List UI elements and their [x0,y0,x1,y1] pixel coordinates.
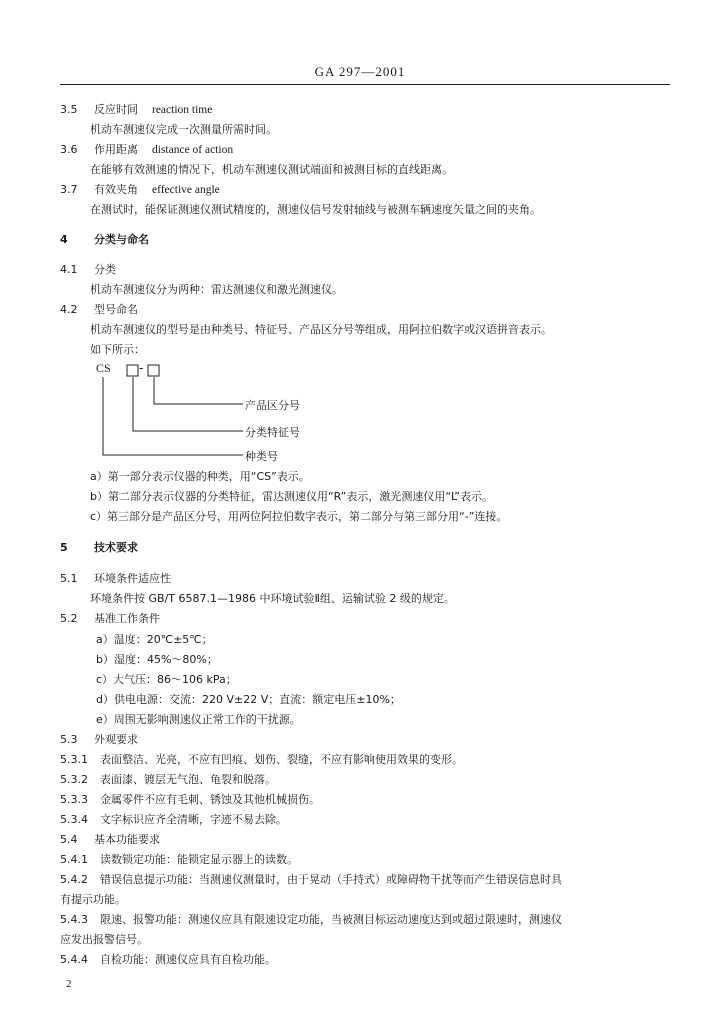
clause-title: 基本功能要求 [94,833,160,846]
paragraph: 机动车测速仪分为两种：雷达测速仪和激光测速仪。 [90,283,343,296]
clause-title: 外观要求 [94,733,138,746]
clause-5-4-1 [60,853,298,867]
clause-number: 5.4.3 [60,913,88,926]
paragraph-continuation: 有提示功能。 [60,893,126,906]
diagram-label-product: 产品区分号 [245,399,300,412]
list-item-a: a）第一部分表示仪器的种类，用“CS”表示。 [90,470,310,483]
clause-number: 5.4.4 [60,953,88,966]
clause-title: 分类 [94,263,116,276]
clause-text: 错误信息提示功能：当测速仪测量时，由于晃动（手持式）或障碍物干扰等而产生错误信息时具 [100,873,562,886]
clause-5-4 [60,833,160,847]
diagram-label-kind: 种类号 [245,450,278,463]
product-connector [154,377,243,404]
clause-5-4-2 [60,873,562,887]
clause-number: 5.4.2 [60,873,88,886]
diagram-label-feature: 分类特征号 [245,426,300,439]
feature-box [127,365,138,376]
clause-number: 5.1 [60,572,78,585]
clause-5-3-3 [60,793,320,807]
clause-number: 5.4.1 [60,853,88,866]
clause-title: 有效夹角 [94,183,138,196]
list-item-a: a）温度：20℃±5℃； [96,633,213,646]
clause-text: 自检功能：测速仪应具有自检功能。 [100,953,276,966]
product-box [148,365,159,376]
clause-5-3 [60,733,138,747]
clause-number: 5.3 [60,733,78,746]
list-item-c: c）第三部分是产品区分号，用两位阿拉伯数字表示，第二部分与第三部分用“-”连接。 [90,510,508,523]
diagram-prefix: CS [96,361,111,375]
clause-5-2 [60,612,160,626]
paragraph: 在能够有效测速的情况下，机动车测速仪测试端面和被测目标的直线距离。 [90,163,453,176]
section-title: 分类与命名 [94,233,149,246]
clause-5-4-3 [60,913,562,927]
paragraph: 环境条件按 GB/T 6587.1—1986 中环境试验Ⅱ组、运输试验 2 级的规定。 [90,592,455,605]
clause-title: 型号命名 [94,303,138,316]
clause-title-en: effective angle [152,184,220,196]
list-item-d: d）供电电源：交流：220 V±22 V；直流：额定电压±10%； [96,693,401,706]
clause-title: 作用距离 [94,143,138,156]
clause-number: 5.3.3 [60,793,88,806]
diagram-separator: - [139,361,144,375]
list-item-b: b）湿度：45%～80%； [96,653,218,666]
clause-number: 3.6 [60,143,78,156]
clause-number: 3.5 [60,103,78,116]
clause-text: 表面漆、镀层无气泡、龟裂和脱落。 [100,773,276,786]
paragraph: 在测试时，能保证测速仪测试精度的，测速仪信号发射轴线与被测车辆速度矢量之间的夹角。 [90,203,541,216]
paragraph: 机动车测速仪的型号是由种类号、特征号、产品区分号等组成，用阿拉伯数字或汉语拼音表示。 [90,323,552,336]
paragraph: 机动车测速仪完成一次测量所需时间。 [90,123,277,136]
clause-text: 金属零件不应有毛刺、锈蚀及其他机械损伤。 [100,793,320,806]
clause-text: 读数锁定功能：能锁定显示器上的读数。 [100,853,298,866]
clause-5-4-4 [60,953,276,967]
paragraph-continuation: 应发出报警信号。 [60,933,148,946]
clause-text: 限速、报警功能：测速仪应具有限速设定功能，当被测目标运动速度达到或超过限速时，测速仪 [100,913,562,926]
clause-title-en: reaction time [152,104,213,116]
clause-text: 表面整洁、光亮，不应有凹痕、划伤、裂缝，不应有影响使用效果的变形。 [100,753,463,766]
clause-title: 基准工作条件 [94,612,160,625]
clause-number: 3.7 [60,183,78,196]
list-item-c: c）大气压：86～106 kPa； [96,673,237,686]
clause-title: 环境条件适应性 [94,572,171,585]
page-number: 2 [66,978,72,990]
section-number: 4 [60,233,68,246]
list-item-e: e）周围无影响测速仪正常工作的干扰源。 [96,713,301,726]
clause-number: 5.3.4 [60,813,88,826]
list-item-b: b）第二部分表示仪器的分类特征，雷达测速仪用“R”表示，激光测速仪用“L”表示。 [90,490,493,503]
clause-5-1 [60,572,171,586]
clause-number: 5.4 [60,833,78,846]
clause-title-en: distance of action [152,144,234,156]
clause-5-3-1 [60,753,463,767]
clause-number: 4.1 [60,263,78,276]
clause-number: 5.3.2 [60,773,88,786]
clause-text: 文字标识应齐全清晰，字迹不易去除。 [100,813,287,826]
clause-number: 5.3.1 [60,753,88,766]
clause-5-3-4 [60,813,287,827]
page-header: GA 297—2001 [314,64,406,79]
clause-5-3-2 [60,773,276,787]
section-5-heading [60,541,138,555]
section-number: 5 [60,541,68,554]
section-title: 技术要求 [94,541,138,554]
clause-title: 反应时间 [94,103,138,116]
clause-number: 5.2 [60,612,78,625]
clause-number: 4.2 [60,303,78,316]
paragraph: 如下所示： [90,343,145,356]
kind-connector [103,377,243,455]
